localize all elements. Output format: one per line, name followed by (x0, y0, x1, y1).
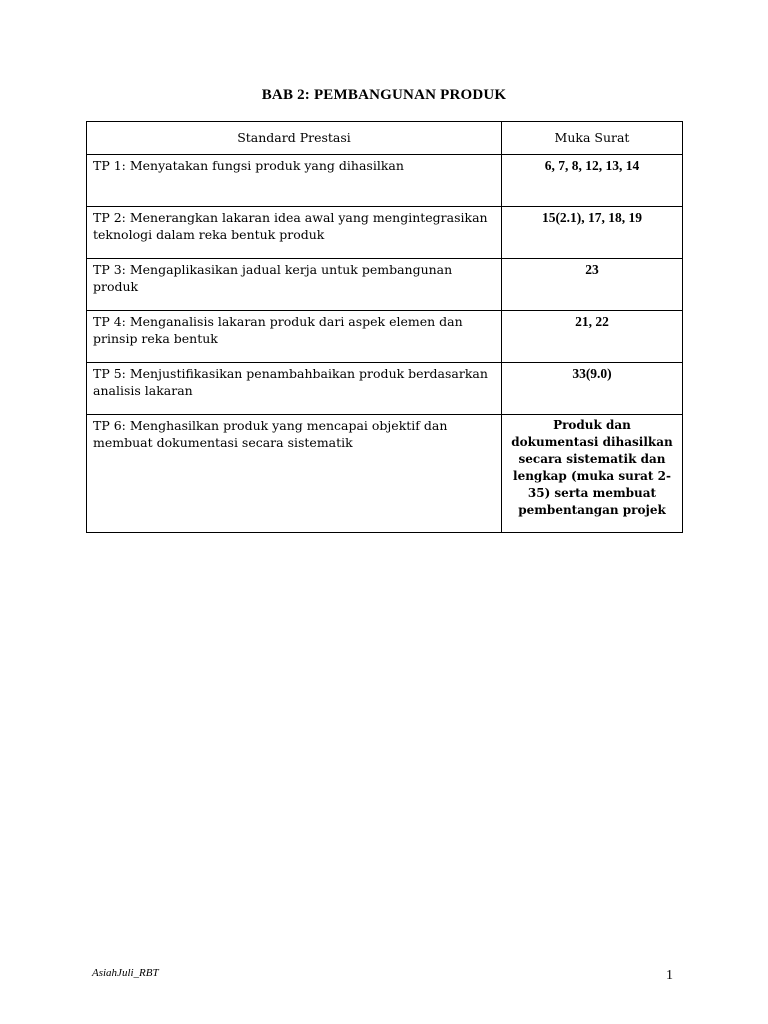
table-row (87, 155, 683, 207)
standard-cell: TP 4: Menganalisis lakaran produk dari aspek elemen dan prinsip reka bentuk (87, 311, 502, 363)
pages-cell: 33(9.0) (502, 363, 683, 415)
page-number: 1 (666, 968, 673, 983)
pages-cell: 23 (502, 259, 683, 311)
page-title: BAB 2: PEMBANGUNAN PRODUK (261, 87, 507, 103)
header-muka-surat: Muka Surat (502, 122, 683, 155)
standard-cell: TP 3: Mengaplikasikan jadual kerja untuk pembangunan produk (87, 259, 502, 311)
pages-cell: Produk dan dokumentasi dihasilkan secara sistematik dan lengkap (muka surat 2-35) serta membuat pembentangan projek (502, 415, 683, 533)
standard-prestasi-table (86, 121, 683, 533)
pages-cell: 15(2.1), 17, 18, 19 (502, 207, 683, 259)
standard-cell: TP 6: Menghasilkan produk yang mencapai objektif dan membuat dokumentasi secara sistematik (87, 415, 502, 533)
table-row (87, 259, 683, 311)
standard-cell: TP 2: Menerangkan lakaran idea awal yang mengintegrasikan teknologi dalam reka bentuk produk (87, 207, 502, 259)
table-row (87, 311, 683, 363)
pages-cell: 6, 7, 8, 12, 13, 14 (502, 155, 683, 207)
standard-cell: TP 5: Menjustifikasikan penambahbaikan produk berdasarkan analisis lakaran (87, 363, 502, 415)
table-header-row (87, 122, 683, 155)
table-row (87, 363, 683, 415)
table-row (87, 207, 683, 259)
pages-cell: 21, 22 (502, 311, 683, 363)
footer-author: AsiahJuli_RBT (92, 967, 159, 979)
header-standard-prestasi: Standard Prestasi (87, 122, 502, 155)
standard-cell: TP 1: Menyatakan fungsi produk yang dihasilkan (87, 155, 502, 207)
table-row (87, 415, 683, 533)
